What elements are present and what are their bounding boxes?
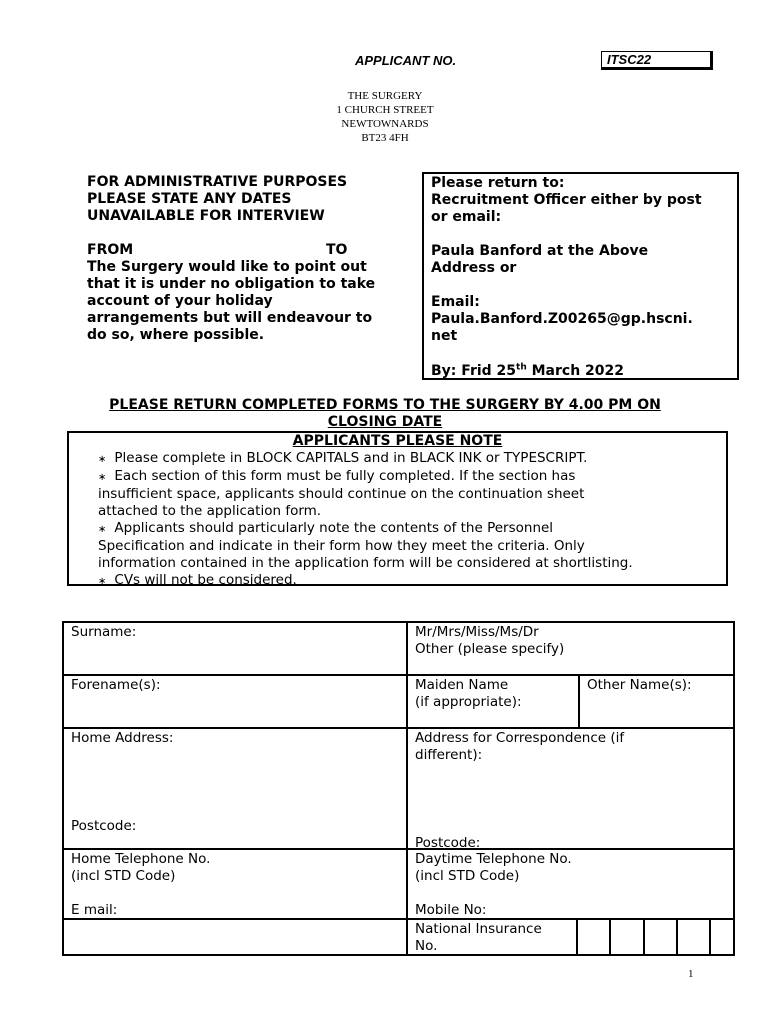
page-number: 1	[688, 968, 694, 980]
correspondence-sublabel: different):	[415, 747, 483, 763]
applicant-no-field[interactable]: ITSC22	[601, 51, 713, 70]
note-item	[98, 450, 726, 468]
blank-cell[interactable]	[63, 919, 407, 955]
note-item	[98, 520, 726, 538]
maiden-name-label: Maiden Name	[415, 677, 509, 693]
note-text: Please complete in BLOCK CAPITALS and in BLACK INK or TYPESCRIPT.	[114, 450, 588, 466]
note-title: APPLICANTS PLEASE NOTE	[292, 433, 503, 449]
closing-instruction	[70, 397, 700, 431]
ni-label-line: No.	[415, 938, 438, 954]
ni-digit-box[interactable]	[578, 920, 611, 954]
return-email-cont: net	[431, 328, 458, 344]
surgery-address	[0, 89, 770, 145]
home-address-field[interactable]	[63, 728, 407, 849]
home-telephone-sublabel: (incl STD Code)	[71, 868, 176, 884]
closing-line: PLEASE RETURN COMPLETED FORMS TO THE SURGERY BY 4.00 PM ON	[109, 397, 661, 413]
return-to-box	[422, 172, 739, 380]
home-telephone-field[interactable]	[63, 849, 407, 919]
deadline-prefix: By: Frid 25	[431, 363, 517, 379]
deadline-suffix: March 2022	[526, 363, 625, 379]
title-other-label: Other (please specify)	[415, 641, 565, 657]
other-names-field[interactable]	[579, 675, 734, 728]
ni-label	[408, 920, 578, 954]
note-text: insufficient space, applicants should continue on the continuation sheet	[98, 486, 585, 502]
return-line: Address or	[431, 260, 517, 276]
note-text: CVs will not be considered.	[114, 572, 297, 588]
applicants-note-box	[67, 431, 728, 586]
closing-line: CLOSING DATE	[327, 414, 443, 430]
admin-note-line: account of your holiday	[87, 293, 273, 309]
title-label: Mr/Mrs/Miss/Ms/Dr	[415, 624, 539, 640]
maiden-name-field[interactable]	[407, 675, 579, 728]
ni-label-line: National Insurance	[415, 921, 542, 937]
postcode-label: Postcode:	[71, 818, 137, 834]
ni-digit-box[interactable]	[711, 920, 733, 954]
maiden-name-sublabel: (if appropriate):	[415, 694, 522, 710]
ni-digit-box[interactable]	[678, 920, 711, 954]
daytime-telephone-sublabel: (incl STD Code)	[415, 868, 520, 884]
applicant-no-label: APPLICANT NO.	[355, 53, 457, 68]
address-line: 1 CHURCH STREET	[336, 104, 434, 116]
bullet-star-icon: ∗	[98, 524, 107, 535]
correspondence-label: Address for Correspondence (if	[415, 730, 625, 746]
admin-note-line: arrangements but will endeavour to	[87, 310, 373, 326]
note-text: Applicants should particularly note the contents of the Personnel	[114, 520, 554, 536]
daytime-telephone-label: Daytime Telephone No.	[415, 851, 572, 867]
personal-details-table	[62, 621, 735, 956]
from-label: FROM	[87, 242, 134, 258]
deadline-sup: th	[516, 362, 527, 373]
bullet-star-icon: ∗	[98, 576, 107, 587]
note-text: Specification and indicate in their form how they meet the criteria. Only	[98, 538, 585, 554]
postcode-label: Postcode:	[415, 835, 481, 851]
address-line: THE SURGERY	[347, 90, 423, 102]
home-address-label: Home Address:	[71, 730, 174, 746]
email-label: E mail:	[71, 902, 118, 918]
note-text: information contained in the application form will be considered at shortlisting.	[98, 555, 633, 571]
note-text: attached to the application form.	[98, 503, 322, 519]
return-line: Recruitment Officer either by post	[431, 192, 702, 208]
address-line: NEWTOWNARDS	[341, 118, 429, 130]
admin-section	[87, 174, 417, 344]
admin-note-line: that it is under no obligation to take	[87, 276, 376, 292]
correspondence-address-field[interactable]	[407, 728, 734, 849]
admin-heading-line: FOR ADMINISTRATIVE PURPOSES	[87, 174, 348, 190]
note-item	[98, 468, 726, 486]
ni-digit-box[interactable]	[645, 920, 678, 954]
surname-label: Surname:	[71, 624, 137, 640]
title-field[interactable]	[407, 622, 734, 675]
from-to-row	[87, 242, 417, 259]
return-line: or email:	[431, 209, 502, 225]
return-email[interactable]: Paula.Banford.Z00265@gp.hscni.	[431, 311, 693, 327]
return-line: Please return to:	[431, 175, 565, 191]
mobile-label: Mobile No:	[415, 902, 487, 918]
return-deadline	[431, 363, 730, 380]
surname-field[interactable]	[63, 622, 407, 675]
bullet-star-icon: ∗	[98, 472, 107, 483]
admin-note-line: do so, where possible.	[87, 327, 265, 343]
national-insurance-field	[407, 919, 734, 955]
return-line: Email:	[431, 294, 480, 310]
admin-heading-line: UNAVAILABLE FOR INTERVIEW	[87, 208, 325, 224]
forename-field[interactable]	[63, 675, 407, 728]
home-telephone-label: Home Telephone No.	[71, 851, 211, 867]
admin-note-line: The Surgery would like to point out	[87, 259, 367, 275]
daytime-telephone-field[interactable]	[407, 849, 734, 919]
forename-label: Forename(s):	[71, 677, 161, 693]
to-label: TO	[326, 242, 348, 258]
ni-digit-box[interactable]	[611, 920, 644, 954]
note-item	[98, 572, 726, 590]
return-line: Paula Banford at the Above	[431, 243, 649, 259]
address-line: BT23 4FH	[361, 132, 409, 144]
other-names-label: Other Name(s):	[587, 677, 692, 693]
admin-heading-line: PLEASE STATE ANY DATES	[87, 191, 292, 207]
bullet-star-icon: ∗	[98, 454, 107, 465]
note-text: Each section of this form must be fully completed. If the section has	[114, 468, 576, 484]
